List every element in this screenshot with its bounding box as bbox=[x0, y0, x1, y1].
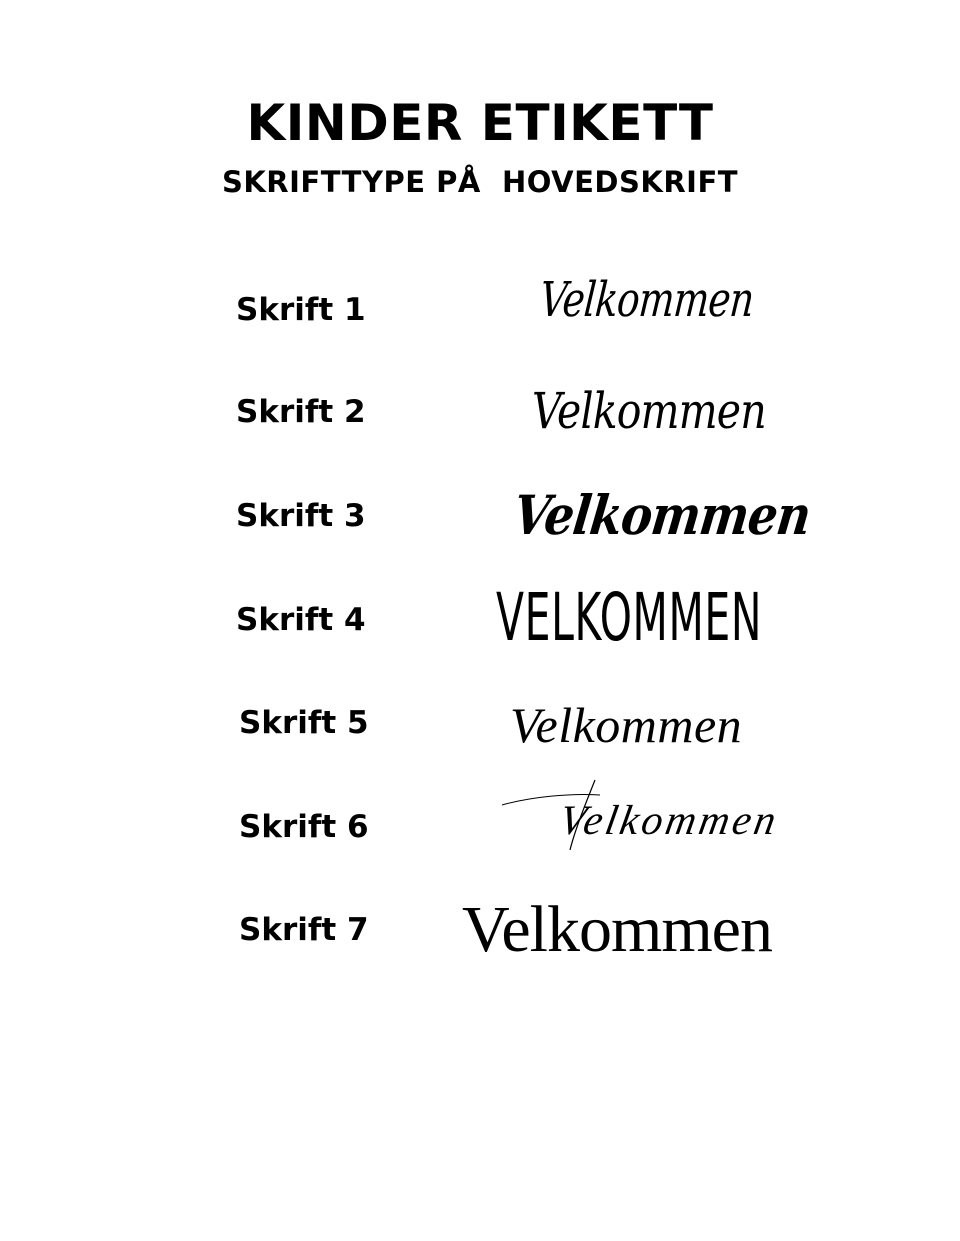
font-sample: Velkommen bbox=[510, 483, 814, 547]
font-label: Skrift 3 bbox=[236, 498, 366, 534]
font-label: Skrift 1 bbox=[236, 292, 366, 328]
font-sample: Velkommen bbox=[532, 382, 766, 440]
page-title: KINDER ETIKETT bbox=[246, 94, 714, 152]
font-label: Skrift 5 bbox=[239, 705, 369, 741]
font-label: Skrift 2 bbox=[236, 394, 366, 430]
font-sample: VELKOMMEN bbox=[496, 579, 763, 656]
font-sample: Velkommen bbox=[462, 893, 772, 966]
font-label: Skrift 4 bbox=[236, 602, 366, 638]
font-label: Skrift 7 bbox=[239, 912, 369, 948]
font-sample: Velkommen bbox=[537, 272, 756, 328]
page-subtitle: SKRIFTTYPE PÅ HOVEDSKRIFT bbox=[221, 165, 739, 199]
font-label: Skrift 6 bbox=[239, 809, 369, 845]
font-sample: Velkommen bbox=[510, 697, 743, 753]
font-sample: Velkommen bbox=[555, 798, 783, 844]
